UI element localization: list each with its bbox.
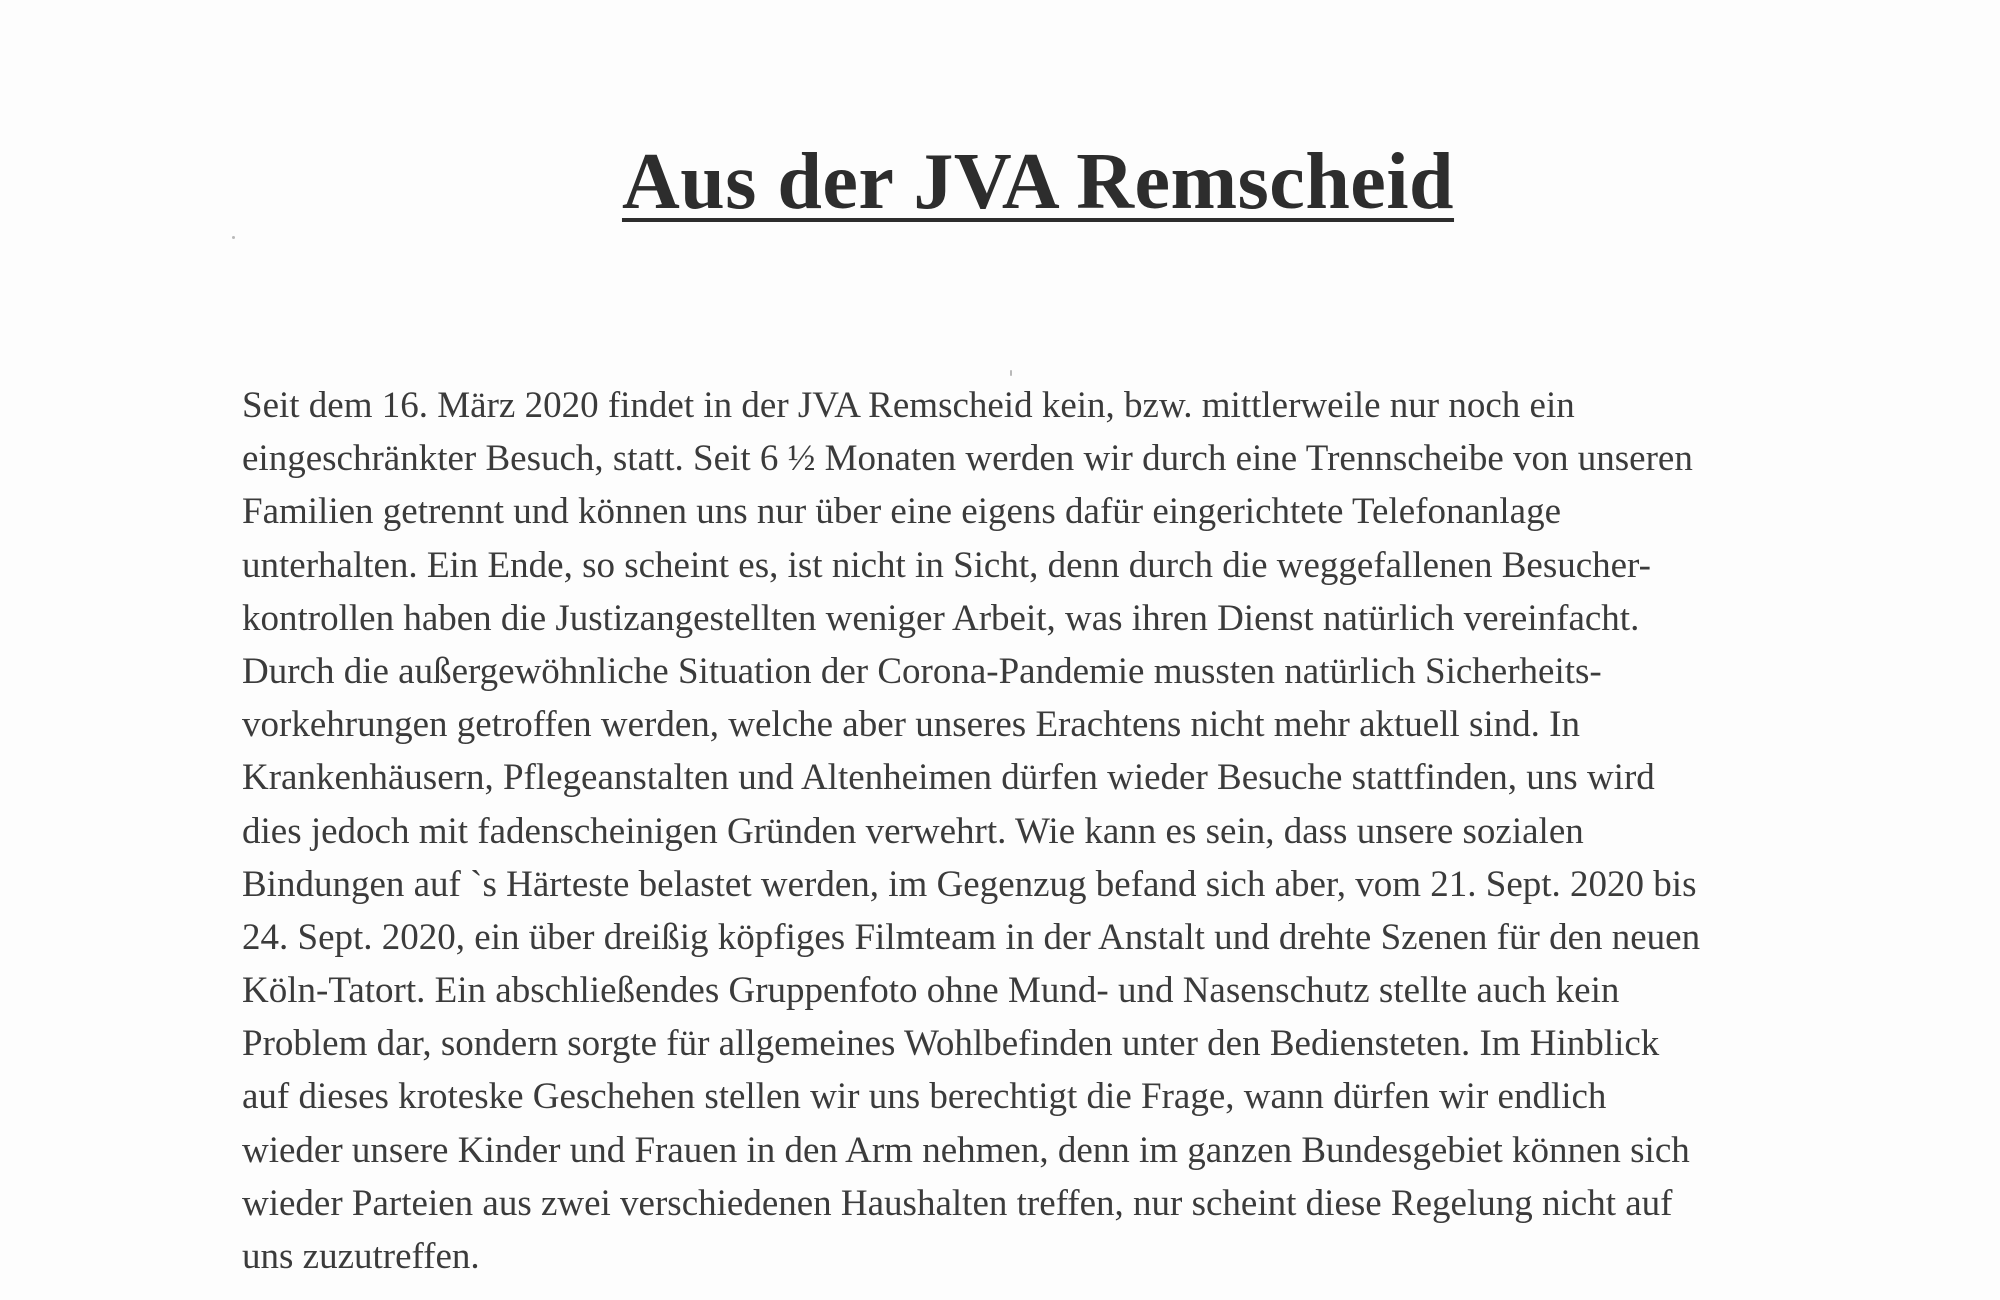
body-line: uns zuzutreffen. <box>242 1236 480 1277</box>
body-line: Bindungen auf `s Härteste belastet werden, im Gegenzug befand sich aber, vom 21. Sept. 2020 bis <box>242 863 1697 905</box>
body-line: Problem dar, sondern sorgte für allgemeines Wohlbefinden unter den Bediensteten. Im Hinblick <box>242 1023 1660 1065</box>
body-line: unterhalten. Ein Ende, so scheint es, ist nicht in Sicht, denn durch die weggefallenen Besucher- <box>242 544 1651 586</box>
body-line: kontrollen haben die Justizangestellten weniger Arbeit, was ihren Dienst natürlich vereinfacht. <box>242 597 1640 639</box>
document-title-text: Aus der JVA Remscheid <box>621 138 1455 226</box>
scan-speck <box>1010 370 1012 376</box>
document-title <box>0 132 2000 232</box>
body-line: wieder Parteien aus zwei verschiedenen Haushalten treffen, nur scheint diese Regelung nicht auf <box>242 1182 1673 1224</box>
body-line: Durch die außergewöhnliche Situation der Corona-Pandemie mussten natürlich Sicherheits- <box>242 650 1602 692</box>
body-line: eingeschränkter Besuch, statt. Seit 6 ½ Monaten werden wir durch eine Trennscheibe von unseren <box>242 438 1693 480</box>
scan-speck <box>232 236 235 239</box>
body-line: wieder unsere Kinder und Frauen in den Arm nehmen, denn im ganzen Bundesgebiet können sich <box>242 1129 1690 1171</box>
body-line: auf dieses kroteske Geschehen stellen wir uns berechtigt die Frage, wann dürfen wir endlich <box>242 1076 1607 1118</box>
body-line: dies jedoch mit fadenscheinigen Gründen verwehrt. Wie kann es sein, dass unsere sozialen <box>242 810 1584 852</box>
body-line: 24. Sept. 2020, ein über dreißig köpfiges Filmteam in der Anstalt und drehte Szenen für den neuen <box>242 916 1701 958</box>
body-line: vorkehrungen getroffen werden, welche aber unseres Erachtens nicht mehr aktuell sind. In <box>242 704 1580 746</box>
body-line: Köln-Tatort. Ein abschließendes Gruppenfoto ohne Mund- und Nasenschutz stellte auch kein <box>242 970 1620 1012</box>
body-line: Krankenhäusern, Pflegeanstalten und Altenheimen dürfen wieder Besuche stattfinden, uns wird <box>242 757 1655 799</box>
document-body <box>242 379 1842 1283</box>
body-line: Seit dem 16. März 2020 findet in der JVA Remscheid kein, bzw. mittlerweile nur noch ein <box>242 385 1575 426</box>
body-line: Familien getrennt und können uns nur über eine eigens dafür eingerichtete Telefonanlage <box>242 491 1562 533</box>
